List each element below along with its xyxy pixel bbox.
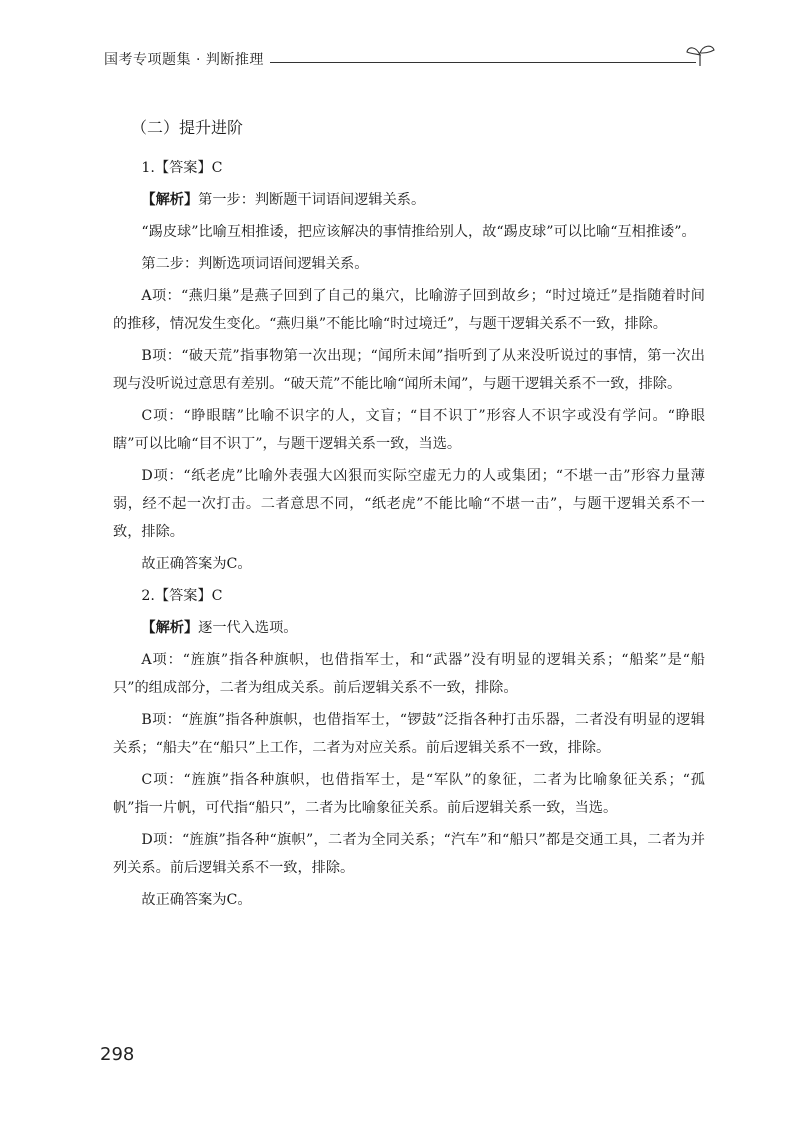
q2-analysis-text: 逐一代入选项。 xyxy=(198,620,298,636)
page-content xyxy=(113,116,705,918)
q2-option-d: D项：“旌旗”指各种“旗帜”，二者为全同关系；“汽车”和“船只”都是交通工具，二者为并列关系。前后逻辑关系不一致，排除。 xyxy=(113,832,705,876)
q2-option-c: C项：“旌旗”指各种旗帜，也借指军士，是“军队”的象征，二者为比喻象征关系；“孤帆”指一片帆，可代指“船只”，二者为比喻象征关系。前后逻辑关系一致，当选。 xyxy=(113,772,705,816)
q2-option-a: A项：“旌旗”指各种旗帜，也借指军士，和“武器”没有明显的逻辑关系；“船桨”是“船只”的组成部分，二者为组成关系。前后逻辑关系不一致，排除。 xyxy=(113,652,705,696)
q2-analysis xyxy=(113,614,705,642)
section-heading: （二）提升进阶 xyxy=(131,118,244,137)
sprout-icon xyxy=(684,42,716,68)
book-title: 国考专项题集 · 判断推理 xyxy=(104,52,264,68)
q1-answer: 1.【答案】C xyxy=(141,160,223,176)
q2-conclusion: 故正确答案为C。 xyxy=(141,892,252,908)
header-rule xyxy=(270,62,696,63)
page-number: 298 xyxy=(100,1044,135,1065)
q1-option-c: C项：“睁眼瞎”比喻不识字的人，文盲；“目不识丁”形容人不识字或没有学问。“睁眼瞎”可以比喻“目不识丁”，与题干逻辑关系一致，当选。 xyxy=(113,408,705,452)
running-header xyxy=(104,50,716,74)
q1-option-b: B项：“破天荒”指事物第一次出现；“闻所未闻”指听到了从来没听说过的事情，第一次出现与没听说过意思有差别。“破天荒”不能比喻“闻所未闻”，与题干逻辑关系不一致，排除。 xyxy=(113,348,705,392)
q1-stem-explain: “踢皮球”比喻互相推诿，把应该解决的事情推给别人，故“踢皮球”可以比喻“互相推诿”。 xyxy=(141,224,696,240)
q2-answer: 2.【答案】C xyxy=(141,588,223,604)
q2-option-b: B项：“旌旗”指各种旗帜，也借指军士，“锣鼓”泛指各种打击乐器，二者没有明显的逻辑关系；“船夫”在“船只”上工作，二者为对应关系。前后逻辑关系不一致，排除。 xyxy=(113,712,705,756)
analysis-tag: 【解析】 xyxy=(141,192,199,208)
analysis-tag: 【解析】 xyxy=(141,620,199,636)
q1-analysis xyxy=(113,186,705,214)
q1-step1: 第一步：判断题干词语间逻辑关系。 xyxy=(198,192,426,208)
q1-step2: 第二步：判断选项词语间逻辑关系。 xyxy=(141,256,369,272)
q1-conclusion: 故正确答案为C。 xyxy=(141,556,252,572)
q1-option-a: A项：“燕归巢”是燕子回到了自己的巢穴，比喻游子回到故乡；“时过境迁”是指随着时间的推移，情况发生变化。“燕归巢”不能比喻“时过境迁”，与题干逻辑关系不一致，排除。 xyxy=(113,288,705,332)
q1-option-d: D项：“纸老虎”比喻外表强大凶狠而实际空虚无力的人或集团；“不堪一击”形容力量薄弱，经不起一次打击。二者意思不同，“纸老虎”不能比喻“不堪一击”，与题干逻辑关系不一致，排除。 xyxy=(113,468,705,540)
